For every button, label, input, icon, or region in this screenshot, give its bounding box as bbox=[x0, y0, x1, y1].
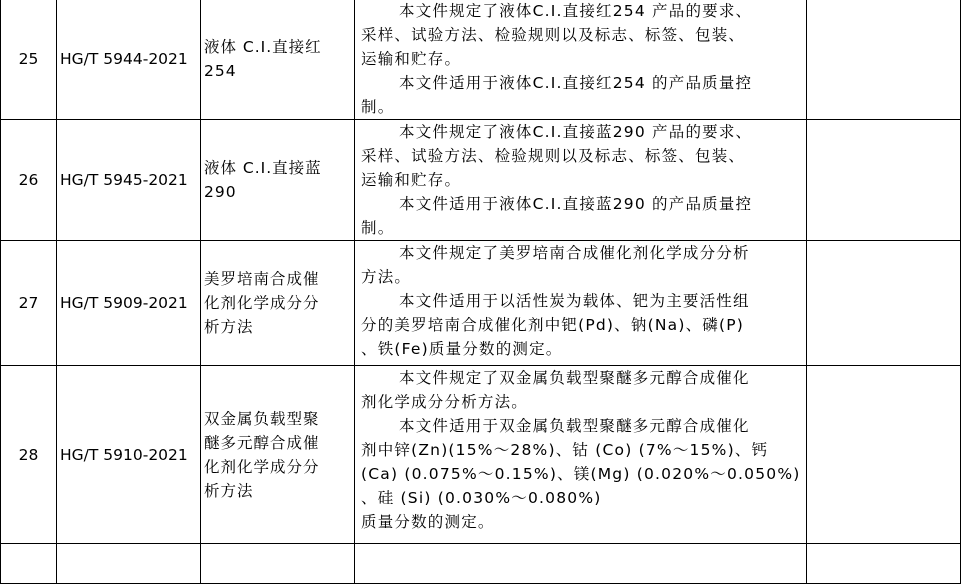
row-number-cell: 27 bbox=[1, 241, 57, 366]
scope-text-line: 、硅 (Si) (0.030%～0.080%) bbox=[361, 489, 602, 507]
standard-name-line: 美罗培南合成催 bbox=[204, 270, 320, 288]
standard-name-line: 析方法 bbox=[204, 318, 254, 336]
standard-code-cell: HG/T 5945-2021 bbox=[57, 120, 201, 241]
scope-text-line: 剂化学成分分析方法。 bbox=[361, 393, 529, 411]
remarks-cell bbox=[807, 241, 961, 366]
standard-name-cell bbox=[201, 0, 355, 120]
standard-name-cell bbox=[201, 241, 355, 366]
standard-code-cell: HG/T 5944-2021 bbox=[57, 0, 201, 120]
standard-name-cell bbox=[201, 366, 355, 544]
scope-text-line: 本文件适用于双金属负载型聚醚多元醇合成催化 bbox=[399, 417, 750, 435]
standard-scope-cell bbox=[355, 120, 807, 241]
scope-text-line: 本文件规定了液体C.I.直接红254 产品的要求、 bbox=[399, 2, 753, 20]
remarks-cell bbox=[807, 120, 961, 241]
table-row bbox=[1, 544, 961, 584]
scope-text-line: (Ca) (0.075%～0.15%)、镁(Mg) (0.020%～0.050%) bbox=[361, 465, 801, 483]
row-number-cell: 26 bbox=[1, 120, 57, 241]
scope-text-line: 本文件适用于液体C.I.直接红254 的产品质量控 bbox=[399, 74, 753, 92]
standard-scope-cell bbox=[355, 366, 807, 544]
standard-code-cell: HG/T 5909-2021 bbox=[57, 241, 201, 366]
scope-text-line: 运输和贮存。 bbox=[361, 171, 462, 189]
table-cell bbox=[57, 544, 201, 584]
scope-text-line: 本文件规定了美罗培南合成催化剂化学成分分析 bbox=[399, 244, 750, 262]
scope-text-line: 本文件规定了双金属负载型聚醚多元醇合成催化 bbox=[399, 369, 750, 387]
standard-name-line: 醚多元醇合成催 bbox=[204, 433, 320, 452]
table-cell bbox=[201, 544, 355, 584]
scope-text-line: 本文件适用于液体C.I.直接蓝290 的产品质量控 bbox=[399, 195, 753, 213]
standard-name-line: 析方法 bbox=[204, 481, 254, 500]
standard-name-cell bbox=[201, 120, 355, 241]
standard-name-line: 254 bbox=[204, 62, 237, 80]
table-row bbox=[1, 120, 961, 241]
standard-name-line: 双金属负载型聚 bbox=[204, 409, 320, 428]
standards-table-body bbox=[1, 0, 961, 584]
scope-text-line: 分的美罗培南合成催化剂中钯(Pd)、钠(Na)、磷(P) bbox=[361, 316, 745, 334]
table-cell bbox=[807, 544, 961, 584]
table-row bbox=[1, 366, 961, 544]
standard-name-line: 化剂化学成分分 bbox=[204, 294, 320, 312]
row-number-cell: 25 bbox=[1, 0, 57, 120]
standard-name-line: 液体 C.I.直接蓝 bbox=[204, 159, 322, 177]
table-row bbox=[1, 241, 961, 366]
standard-name-line: 化剂化学成分分 bbox=[204, 457, 320, 476]
scope-text-line: 方法。 bbox=[361, 268, 412, 286]
scope-text-line: 本文件适用于以活性炭为载体、钯为主要活性组 bbox=[399, 292, 750, 310]
standard-code-cell: HG/T 5910-2021 bbox=[57, 366, 201, 544]
table-row bbox=[1, 0, 961, 120]
row-number-cell: 28 bbox=[1, 366, 57, 544]
scope-text-line: 制。 bbox=[361, 219, 395, 237]
remarks-cell bbox=[807, 366, 961, 544]
scope-text-line: 运输和贮存。 bbox=[361, 50, 462, 68]
scope-text-line: 采样、试验方法、检验规则以及标志、标签、包装、 bbox=[361, 26, 746, 44]
table-cell bbox=[355, 544, 807, 584]
scope-text-line: 剂中锌(Zn)(15%～28%)、钴 (Co) (7%～15%)、钙 bbox=[361, 441, 769, 459]
scope-text-line: 采样、试验方法、检验规则以及标志、标签、包装、 bbox=[361, 147, 746, 165]
standard-name-line: 液体 C.I.直接红 bbox=[204, 38, 322, 56]
scope-text-line: 制。 bbox=[361, 98, 395, 116]
scope-text-line: 、铁(Fe)质量分数的测定。 bbox=[361, 340, 563, 358]
remarks-cell bbox=[807, 0, 961, 120]
standard-name-line: 290 bbox=[204, 183, 237, 201]
scope-text-line: 质量分数的测定。 bbox=[361, 513, 495, 531]
scope-text-line: 本文件规定了液体C.I.直接蓝290 产品的要求、 bbox=[399, 123, 753, 141]
standard-scope-cell bbox=[355, 241, 807, 366]
table-cell bbox=[1, 544, 57, 584]
standard-scope-cell bbox=[355, 0, 807, 120]
